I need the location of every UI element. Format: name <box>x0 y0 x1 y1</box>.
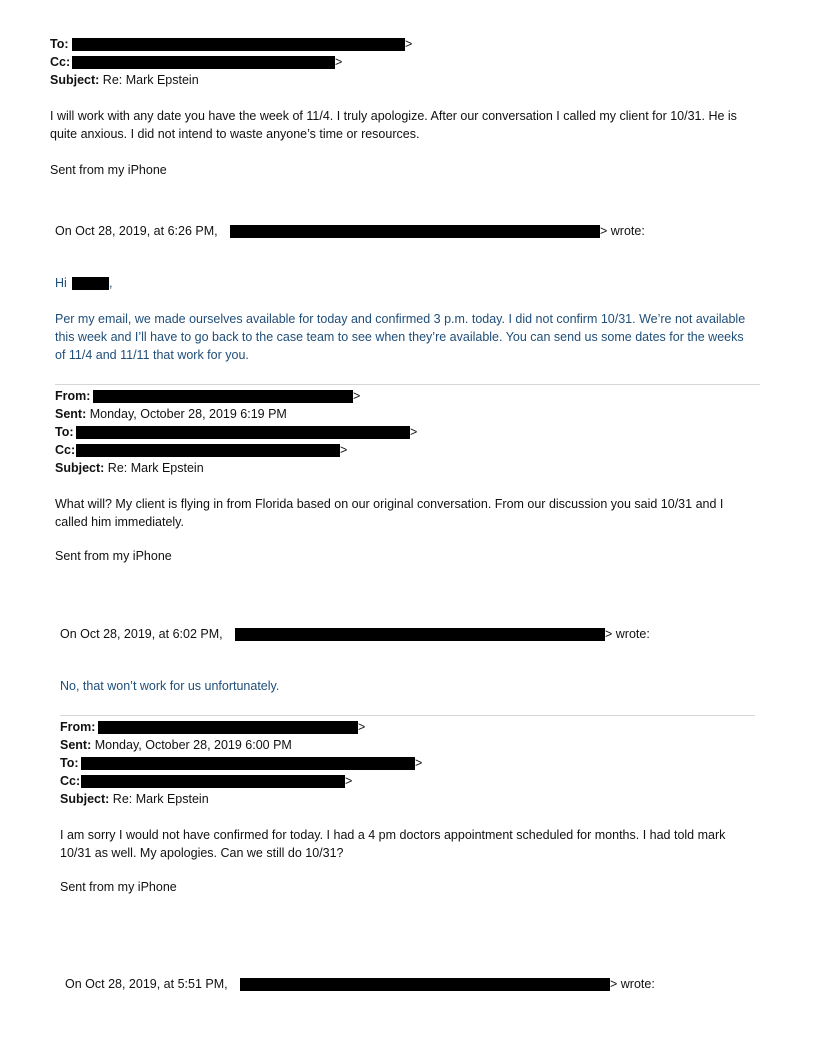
sent-value: Monday, October 28, 2019 6:19 PM <box>89 407 287 421</box>
gt-mark: > <box>405 37 413 51</box>
sent-label: Sent: <box>55 407 87 421</box>
redaction-bar <box>81 757 415 770</box>
cc-label: Cc: <box>50 55 71 69</box>
redaction-bar <box>93 390 353 403</box>
message-body: I will work with any date you have the week of 11/4. I truly apologize. After our conversation I called my client for 10/31. He is quite anxious. I did not intend to waste anyone’s time or resources. <box>50 109 737 141</box>
to-label: To: <box>55 425 74 439</box>
gt-mark: > <box>353 389 361 403</box>
quote-intro-suffix: > wrote: <box>610 977 655 991</box>
signature: Sent from my iPhone <box>50 163 167 177</box>
redaction-bar <box>76 426 410 439</box>
sent-line <box>60 736 292 754</box>
redaction-bar <box>72 56 335 69</box>
divider <box>55 384 760 385</box>
quoted-body: Per my email, we made ourselves available for today and confirmed 3 p.m. today. I did not confirm 10/31. We’re not available this week and I’ll have to go back to the case team to see when they’re available. You can send us some dates for the weeks of 11/4 and 11/11 that work for you. <box>55 312 746 362</box>
gt-mark: > <box>410 425 418 439</box>
redaction-bar <box>98 721 358 734</box>
subject-label: Subject: <box>55 461 105 475</box>
subject-line <box>55 459 204 477</box>
greeting: Hi <box>55 276 67 290</box>
divider <box>60 715 755 716</box>
subject-line <box>50 71 199 89</box>
gt-mark: > <box>340 443 348 457</box>
from-label: From: <box>55 389 91 403</box>
redaction-bar <box>72 38 405 51</box>
redaction-bar <box>72 277 109 290</box>
subject-line <box>60 790 209 808</box>
to-label: To: <box>50 37 69 51</box>
redaction-bar <box>235 628 605 641</box>
gt-mark: > <box>358 720 366 734</box>
subject-value: Re: Mark Epstein <box>102 73 199 87</box>
subject-value: Re: Mark Epstein <box>112 792 209 806</box>
signature: Sent from my iPhone <box>55 549 172 563</box>
quote-intro-prefix: On Oct 28, 2019, at 6:02 PM, <box>60 627 223 641</box>
redaction-bar <box>230 225 600 238</box>
quote-intro-suffix: > wrote: <box>605 627 650 641</box>
sent-value: Monday, October 28, 2019 6:00 PM <box>94 738 292 752</box>
quote-intro-prefix: On Oct 28, 2019, at 5:51 PM, <box>65 977 228 991</box>
to-label: To: <box>60 756 79 770</box>
cc-label: Cc: <box>55 443 76 457</box>
from-label: From: <box>60 720 96 734</box>
gt-mark: > <box>335 55 343 69</box>
subject-label: Subject: <box>50 73 100 87</box>
message-body: What will? My client is flying in from Florida based on our original conversation. From our discussion you said 10/31 and I called him immediately. <box>55 497 724 529</box>
gt-mark: > <box>345 774 353 788</box>
quote-intro-suffix: > wrote: <box>600 224 645 238</box>
gt-mark: > <box>415 756 423 770</box>
quote-intro-prefix: On Oct 28, 2019, at 6:26 PM, <box>55 224 218 238</box>
redaction-bar <box>240 978 610 991</box>
redaction-bar <box>76 444 340 457</box>
sent-line <box>55 405 287 423</box>
subject-label: Subject: <box>60 792 110 806</box>
cc-label: Cc: <box>60 774 81 788</box>
redaction-bar <box>81 775 345 788</box>
greeting-comma: , <box>109 276 113 290</box>
sent-label: Sent: <box>60 738 92 752</box>
subject-value: Re: Mark Epstein <box>107 461 204 475</box>
signature: Sent from my iPhone <box>60 880 177 894</box>
quoted-body: No, that won’t work for us unfortunately. <box>60 679 280 693</box>
message-body: I am sorry I would not have confirmed for today. I had a 4 pm doctors appointment scheduled for months. I had told mark 10/31 as well. My apologies. Can we still do 10/31? <box>60 828 726 860</box>
